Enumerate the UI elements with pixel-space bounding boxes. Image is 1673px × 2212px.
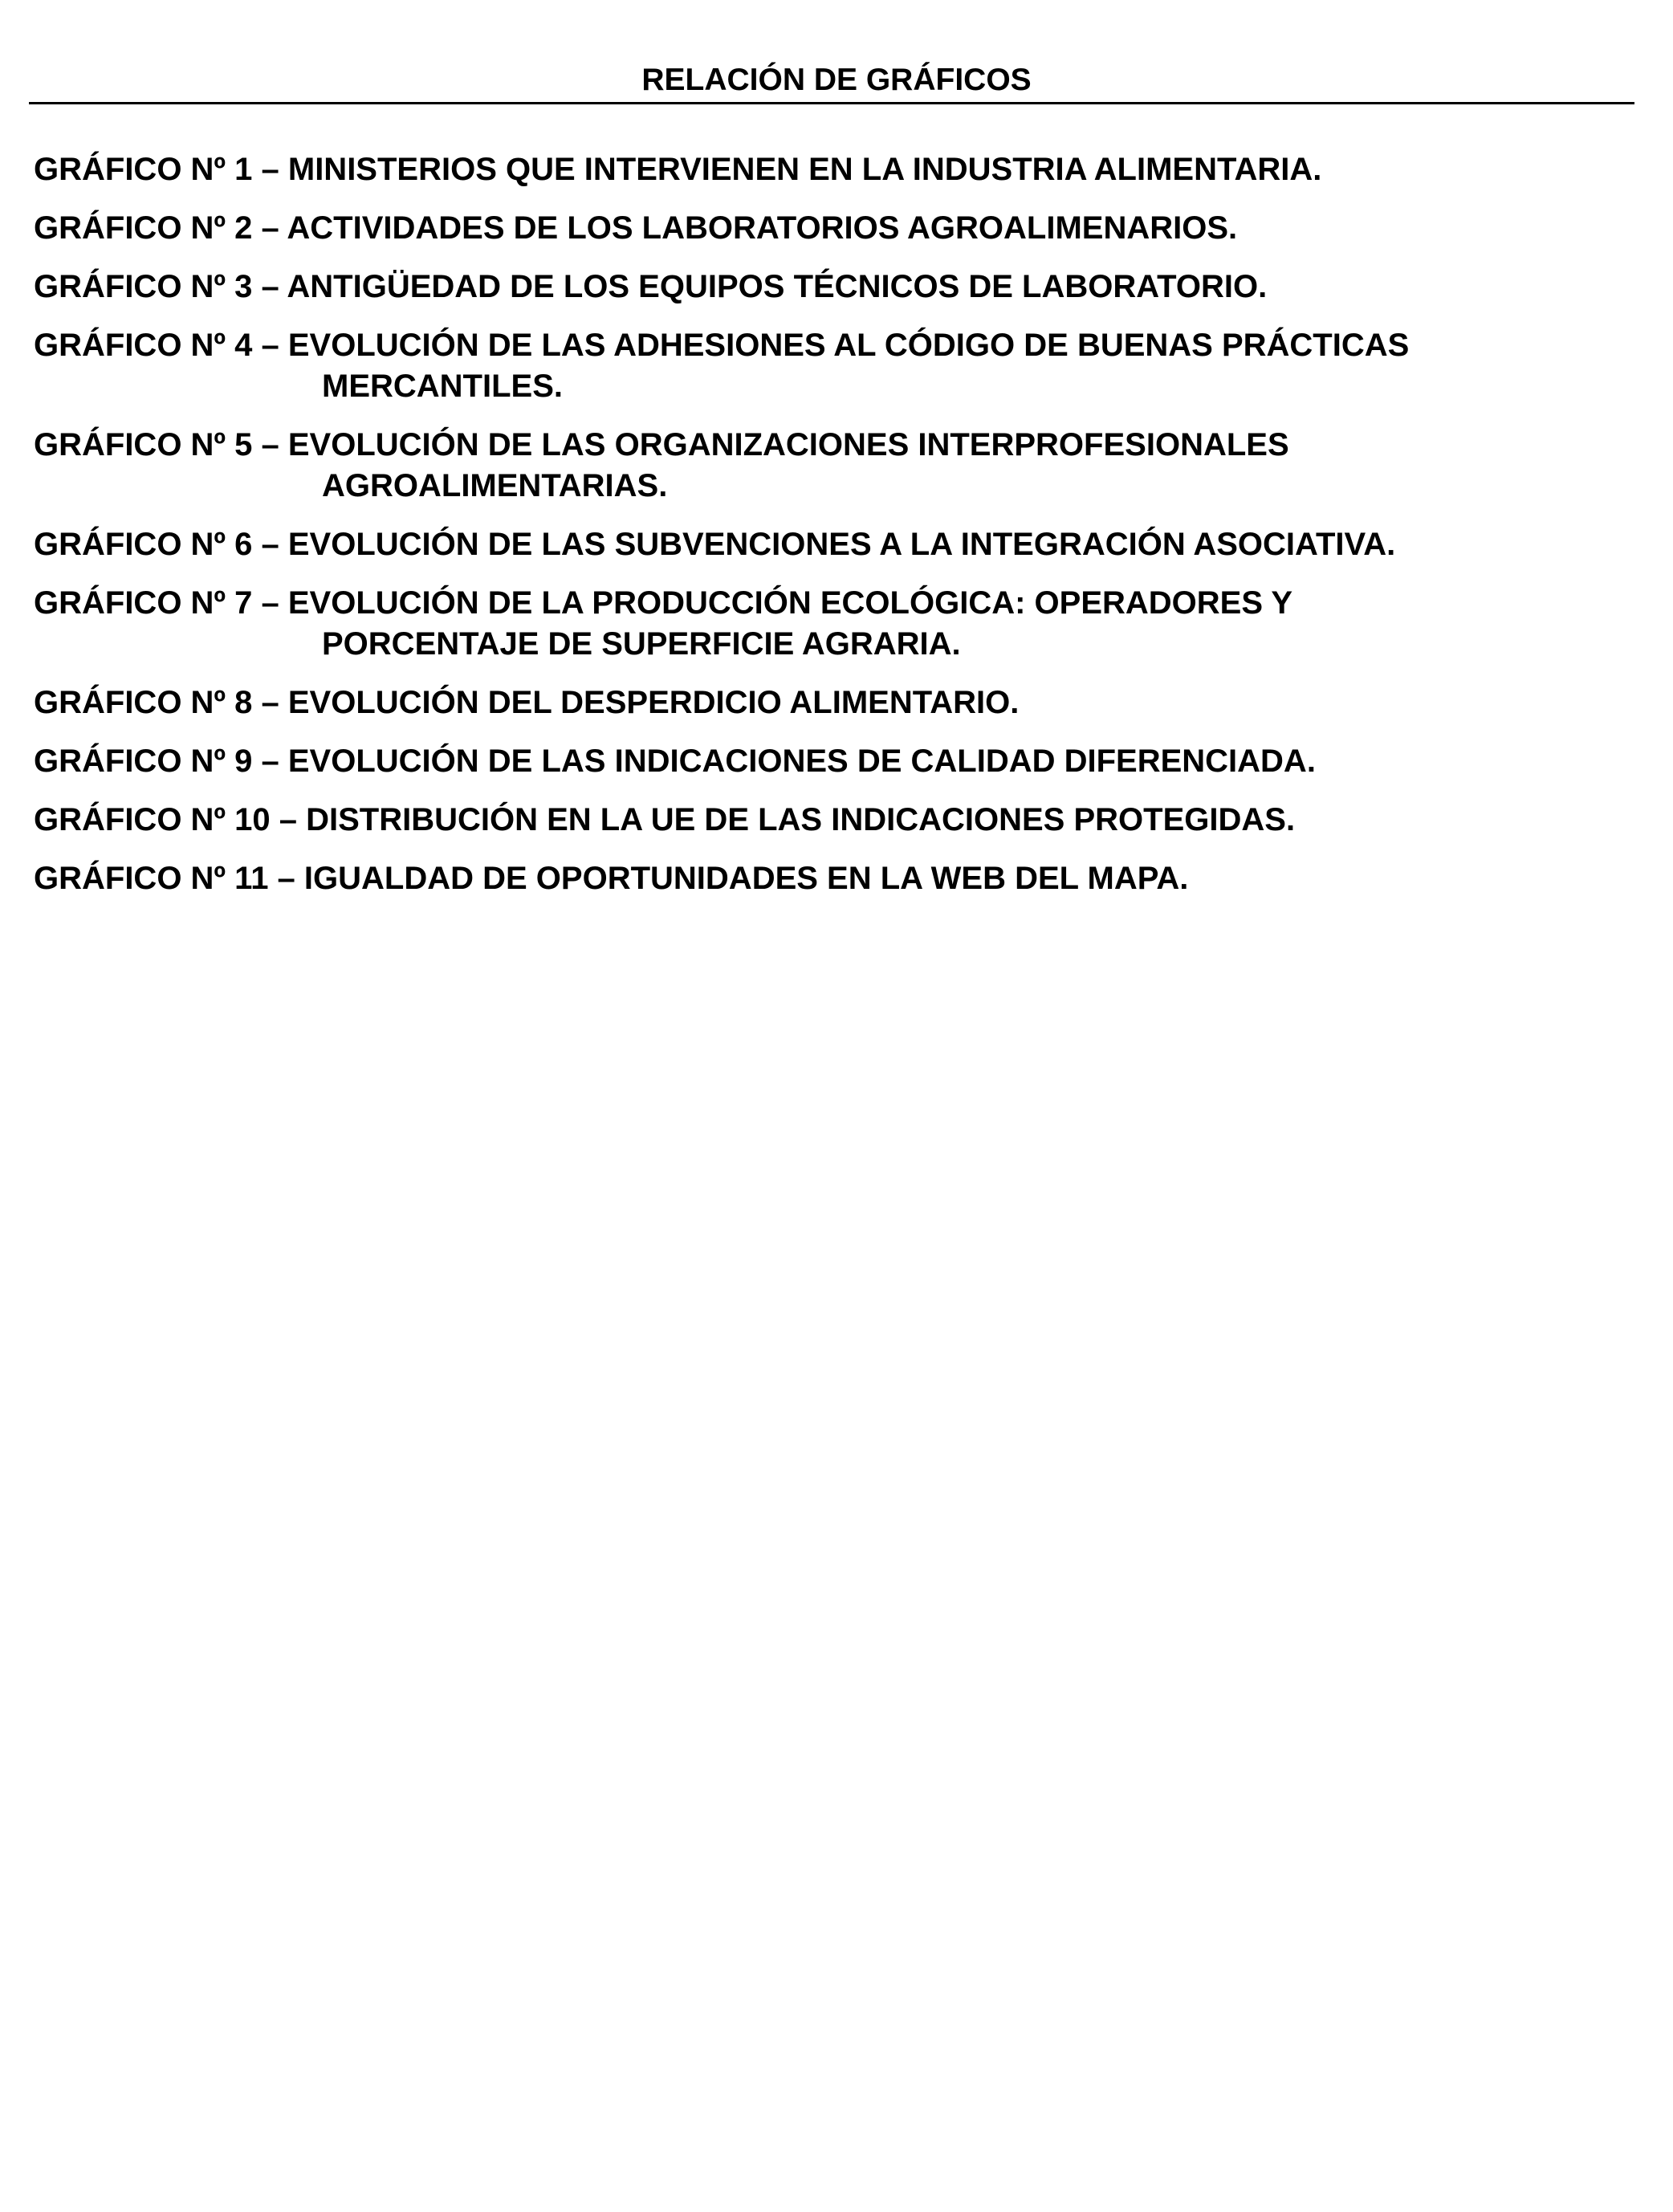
list-item	[34, 325, 1663, 407]
list-item	[34, 149, 1663, 190]
item-line: GRÁFICO Nº 3 – ANTIGÜEDAD DE LOS EQUIPOS TÉCNICOS DE LABORATORIO.	[34, 269, 1268, 304]
item-line-continuation: PORCENTAJE DE SUPERFICIE AGRARIA.	[322, 626, 961, 662]
list-item	[34, 800, 1663, 841]
item-line: GRÁFICO Nº 6 – EVOLUCIÓN DE LAS SUBVENCIONES A LA INTEGRACIÓN ASOCIATIVA.	[34, 527, 1396, 562]
list-item	[34, 583, 1663, 665]
item-line: GRÁFICO Nº 10 – DISTRIBUCIÓN EN LA UE DE LAS INDICACIONES PROTEGIDAS.	[34, 802, 1296, 837]
item-line: GRÁFICO Nº 2 – ACTIVIDADES DE LOS LABORATORIOS AGROALIMENARIOS.	[34, 210, 1238, 246]
item-line: GRÁFICO Nº 11 – IGUALDAD DE OPORTUNIDADES EN LA WEB DEL MAPA.	[34, 861, 1189, 896]
item-line: GRÁFICO Nº 9 – EVOLUCIÓN DE LAS INDICACIONES DE CALIDAD DIFERENCIADA.	[34, 743, 1316, 779]
list-item	[34, 208, 1663, 249]
list-item	[34, 682, 1663, 723]
list-item	[34, 741, 1663, 782]
list-item	[34, 858, 1663, 899]
list-item	[34, 524, 1663, 565]
item-line: GRÁFICO Nº 4 – EVOLUCIÓN DE LAS ADHESIONES AL CÓDIGO DE BUENAS PRÁCTICAS	[34, 328, 1410, 363]
item-line: GRÁFICO Nº 8 – EVOLUCIÓN DEL DESPERDICIO ALIMENTARIO.	[34, 685, 1020, 720]
item-line: GRÁFICO Nº 7 – EVOLUCIÓN DE LA PRODUCCIÓN ECOLÓGICA: OPERADORES Y	[34, 585, 1293, 621]
title-divider	[29, 102, 1634, 104]
list-item	[34, 425, 1663, 507]
list-item	[34, 267, 1663, 308]
item-line: GRÁFICO Nº 5 – EVOLUCIÓN DE LAS ORGANIZACIONES INTERPROFESIONALES	[34, 427, 1289, 462]
item-line-continuation: AGROALIMENTARIAS.	[322, 468, 668, 503]
item-line: GRÁFICO Nº 1 – MINISTERIOS QUE INTERVIENEN EN LA INDUSTRIA ALIMENTARIA.	[34, 152, 1322, 187]
chart-list	[34, 149, 1663, 917]
page-title: RELACIÓN DE GRÁFICOS	[641, 63, 1032, 97]
item-line-continuation: MERCANTILES.	[322, 369, 563, 404]
